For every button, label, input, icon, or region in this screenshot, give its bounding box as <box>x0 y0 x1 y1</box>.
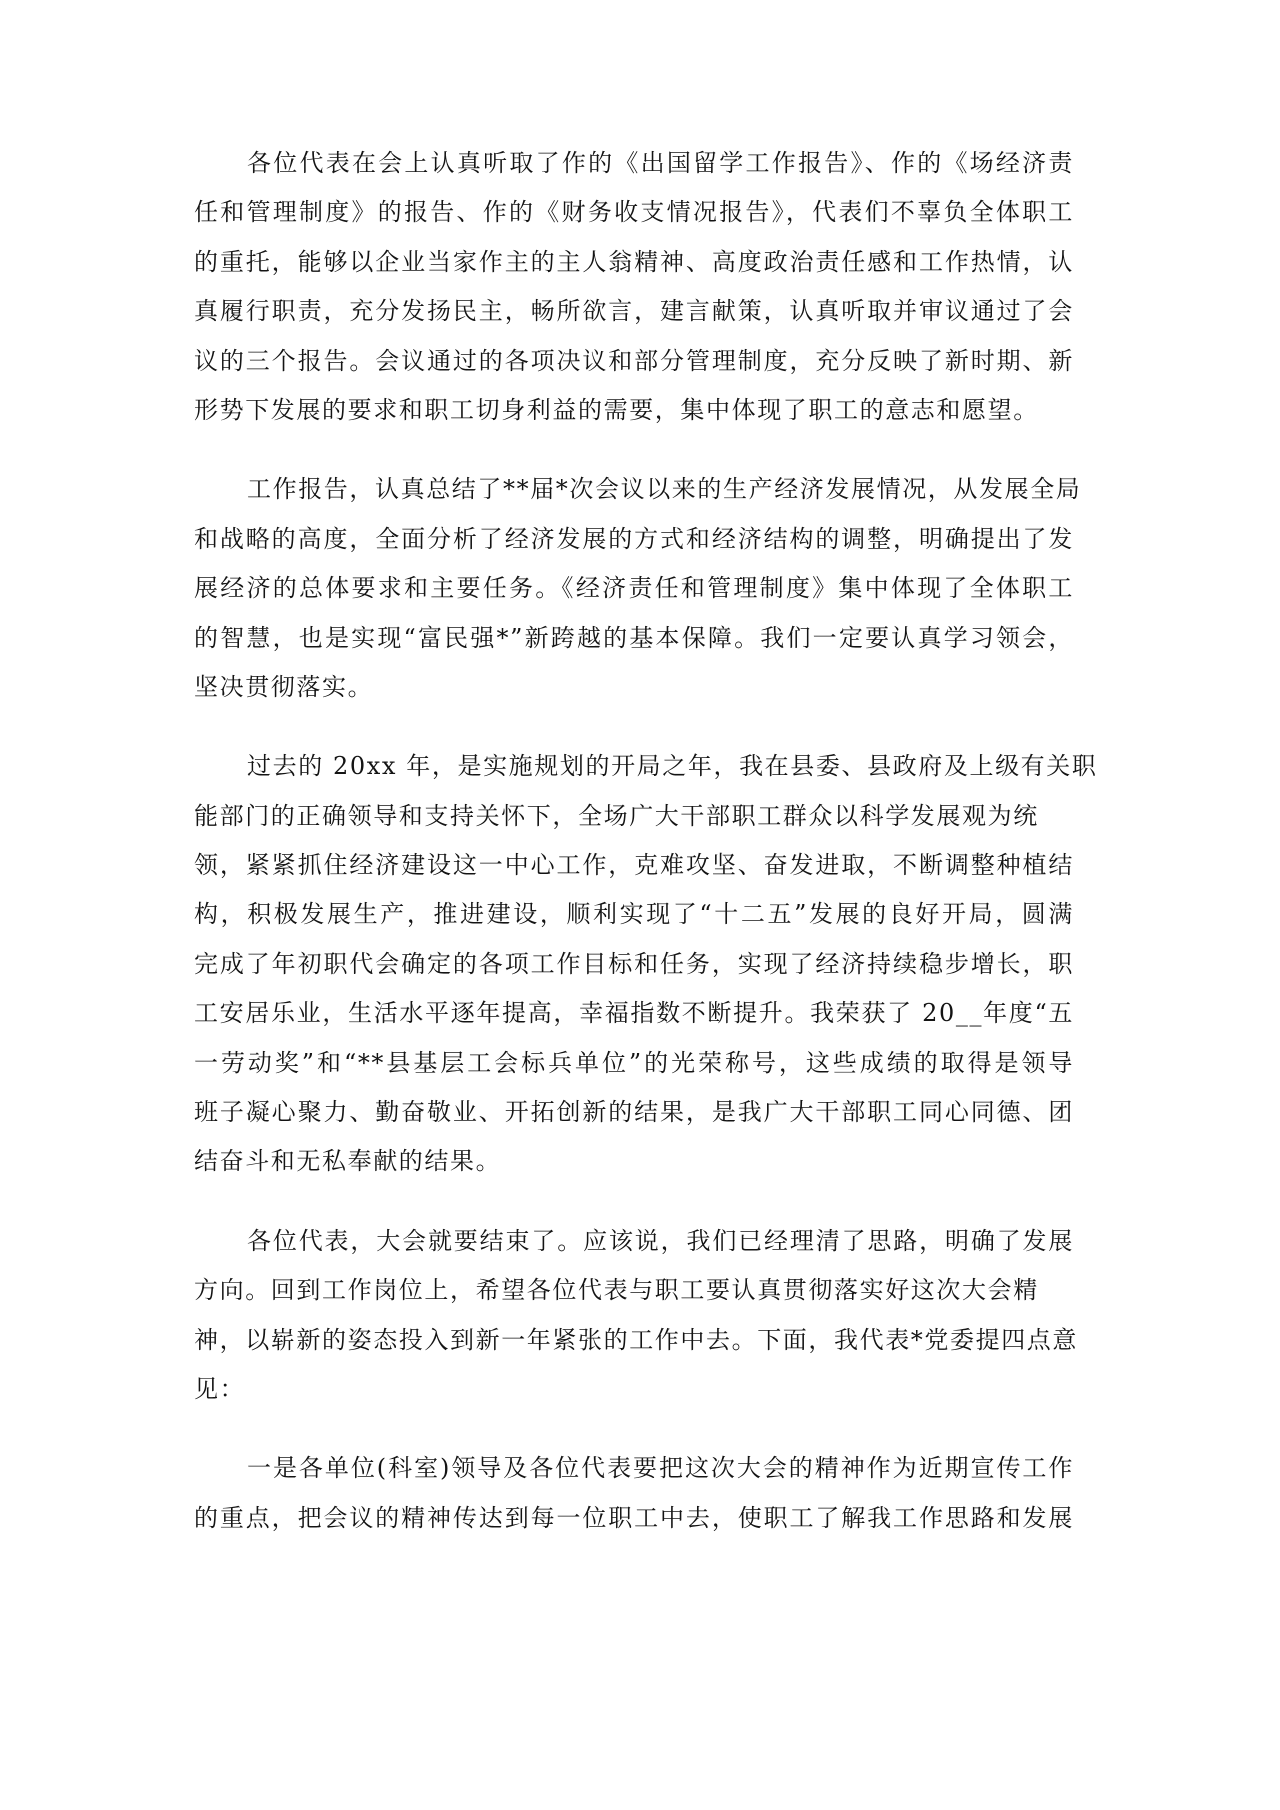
paragraph-representatives-review <box>194 143 1074 439</box>
text-line: 完成了年初职代会确定的各项工作目标和任务，实现了经济持续稳步增长，职 <box>194 949 1074 978</box>
text-line: 和战略的高度，全面分析了经济发展的方式和经济结构的调整，明确提出了发 <box>194 524 1074 553</box>
text-line: 神，以崭新的姿态投入到新一年紧张的工作中去。下面，我代表*党委提四点意 <box>194 1325 1078 1354</box>
text-line: 工作报告，认真总结了**届*次会议以来的生产经济发展情况，从发展全局 <box>247 475 1082 504</box>
text-line: 见： <box>194 1374 246 1403</box>
text-line: 一劳动奖”和“**县基层工会标兵单位”的光荣称号，这些成绩的取得是领导 <box>194 1048 1074 1077</box>
text-line: 各位代表在会上认真听取了作的《出国留学工作报告》、作的《场经济责 <box>247 149 1074 177</box>
paragraph-point-one <box>194 1448 1074 1547</box>
text-line: 坚决贯彻落实。 <box>194 672 374 701</box>
text-line: 真履行职责，充分发扬民主，畅所欲言，建言献策，认真听取并审议通过了会 <box>194 297 1074 326</box>
paragraph-closing-remarks <box>194 1221 1078 1419</box>
text-line: 构，积极发展生产，推进建设，顺利实现了“十二五”发展的良好开局，圆满 <box>194 900 1074 929</box>
text-line: 形势下发展的要求和职工切身利益的需要，集中体现了职工的意志和愿望。 <box>194 395 1039 424</box>
paragraph-spacer <box>194 439 1074 469</box>
text-line: 任和管理制度》的报告、作的《财务收支情况报告》，代表们不辜负全体职工 <box>194 198 1074 227</box>
text-line: 方向。回到工作岗位上，希望各位代表与职工要认真贯彻落实好这次大会精 <box>194 1276 1039 1305</box>
text-line: 的重托，能够以企业当家作主的主人翁精神、高度政治责任感和工作热情，认 <box>194 247 1074 276</box>
text-line: 议的三个报告。会议通过的各项决议和部分管理制度，充分反映了新时期、新 <box>194 346 1074 375</box>
text-line: 能部门的正确领导和支持关怀下，全场广大干部职工群众以科学发展观为统 <box>194 801 1039 830</box>
paragraph-spacer <box>194 1418 1074 1448</box>
document-body <box>194 143 1098 1547</box>
paragraph-past-year-review <box>194 746 1098 1191</box>
text-line: 领，紧紧抓住经济建设这一中心工作，克难攻坚、奋发进取，不断调整种植结 <box>194 851 1074 880</box>
text-line: 过去的 20xx 年，是实施规划的开局之年，我在县委、县政府及上级有关职 <box>247 752 1098 781</box>
paragraph-spacer <box>194 716 1074 746</box>
paragraph-work-report <box>194 469 1082 716</box>
text-line: 的重点，把会议的精神传达到每一位职工中去，使职工了解我工作思路和发展 <box>194 1503 1074 1532</box>
text-line: 一是各单位(科室)领导及各位代表要把这次大会的精神作为近期宣传工作 <box>247 1454 1074 1483</box>
text-line: 各位代表，大会就要结束了。应该说，我们已经理清了思路，明确了发展 <box>247 1226 1074 1255</box>
text-line: 工安居乐业，生活水平逐年提高，幸福指数不断提升。我荣获了 20__年度“五 <box>194 999 1074 1028</box>
text-line: 班子凝心聚力、勤奋敬业、开拓创新的结果，是我广大干部职工同心同德、团 <box>194 1098 1074 1127</box>
text-line: 展经济的总体要求和主要任务。《经济责任和管理制度》集中体现了全体职工 <box>194 574 1074 603</box>
text-line: 结奋斗和无私奉献的结果。 <box>194 1147 502 1176</box>
text-line: 的智慧，也是实现“富民强*”新跨越的基本保障。我们一定要认真学习领会， <box>194 623 1074 652</box>
paragraph-spacer <box>194 1191 1074 1221</box>
